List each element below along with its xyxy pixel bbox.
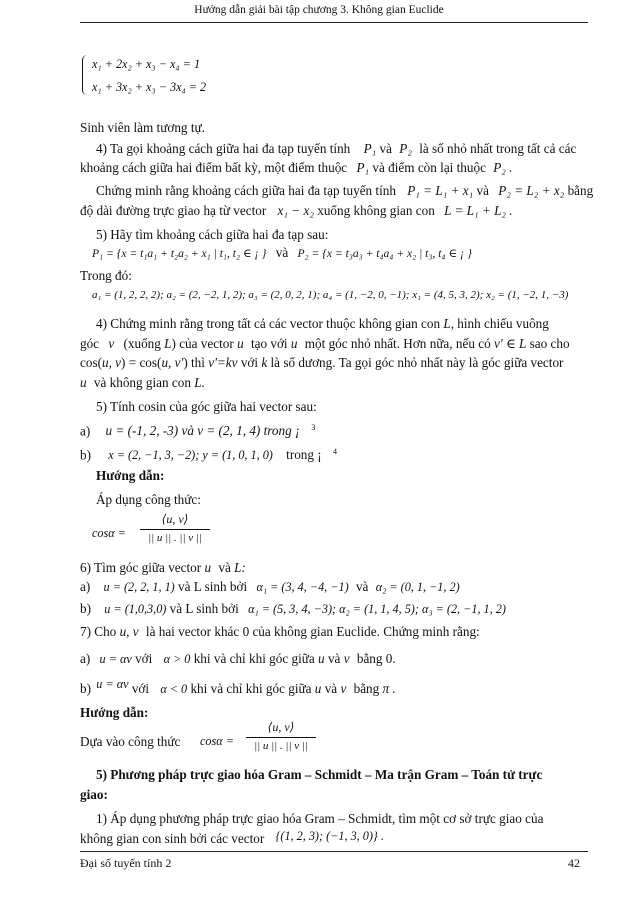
paragraph-line: 5) Hãy tìm khoảng cách giữa hai đa tạp sau: — [96, 227, 329, 242]
exercise-item: b) u = (1,0,3,0) và L sinh bởi α₁ = (5, 3, 4, −3); α₂ = (1, 1, 4, 5); α₃ = (2, −1, 1, 2) — [80, 601, 506, 616]
formula-denominator: || u || . || v || — [254, 740, 308, 752]
section-hint: Hướng dẫn: — [96, 468, 165, 483]
math-line: a₁ = (1, 2, 2, 2); a₂ = (2, −2, 1, 2); a₃ = (2, 0, 2, 1); a₄ = (1, −2, 0, −1); x₁ = (4, 5, 3, 2); x₂ = (1, −2, 1, −3) — [92, 289, 569, 301]
section-heading: 5) Phương pháp trực giao hóa Gram – Schmidt – Ma trận Gram – Toán tử trực — [96, 767, 543, 782]
paragraph-line: góc v (xuống L) của vector u tạo với u một góc nhỏ nhất. Hơn nữa, nếu có v' ∈ L sao cho — [80, 336, 570, 351]
formula-lhs: cosα = — [200, 734, 234, 748]
exercise-item: b) x = (2, −1, 3, −2); y = (1, 0, 1, 0) trong ¡ $^4$ — [80, 447, 337, 463]
section-hint: Hướng dẫn: — [80, 705, 149, 720]
formula-lhs: cosα = — [92, 526, 126, 540]
exercise-item: a) u = αv với α > 0 khi và chỉ khi góc giữa u và v bằng 0. — [80, 651, 396, 666]
paragraph-line: u và không gian con L. — [80, 375, 205, 390]
fraction-bar — [140, 529, 210, 530]
paragraph-line: Áp dụng công thức: — [96, 492, 201, 507]
formula-numerator: ⟨u, v⟩ — [161, 512, 189, 526]
system-equation-2: x₁ + 3x₂ + x₃ − 3x₄ = 2 — [92, 80, 207, 94]
formula-numerator: ⟨u, v⟩ — [267, 720, 295, 734]
paragraph-line: 4) Chứng minh rằng trong tất cả các vector thuộc không gian con L, hình chiếu vuông — [96, 316, 549, 331]
paragraph-line: khoảng cách giữa hai điểm bất kỳ, một điểm thuộc P₁ và điểm còn lại thuộc P₂ . — [80, 160, 513, 175]
paragraph-line: 7) Cho u, v là hai vector khác 0 của không gian Euclide. Chứng minh rằng: — [80, 624, 480, 639]
exercise-item: a) u = (-1, 2, -3) và v = (2, 1, 4) trong ¡ $^3$ — [80, 423, 316, 439]
paragraph-line: 4) Ta gọi khoảng cách giữa hai đa tạp tuyến tính P₁ và P₂ là số nhỏ nhất trong tất cả các — [96, 141, 577, 156]
paragraph-line: Dựa vào công thức — [80, 734, 181, 749]
math-line: P₁ = {x = t₁a₁ + t₂a₂ + x₁ | t₁, t₂ ∈ ¡ } và P₂ = {x = t₃a₃ + t₄a₄ + x₂ | t₃, t₄ ∈ ¡ } — [92, 245, 472, 260]
formula-denominator: || u || . || v || — [148, 532, 202, 544]
exercise-item: b) u = αv với α < 0 khi và chỉ khi góc giữa u và v bằng π . — [80, 677, 396, 696]
footer-title: Đại số tuyến tính 2 — [80, 856, 172, 870]
paragraph-line: 6) Tìm góc giữa vector u và L: — [80, 560, 246, 575]
paragraph-line: Trong đó: — [80, 268, 132, 283]
system-equation-1: x₁ + 2x₂ + x₃ − x₄ = 1 — [92, 57, 201, 71]
paragraph-line: 1) Áp dụng phương pháp trực giao hóa Gram – Schmidt, tìm một cơ sở trực giao của — [96, 811, 544, 826]
exercise-item: a) u = (2, 2, 1, 1) và L sinh bởi α₁ = (3, 4, −4, −1) và α₂ = (0, 1, −1, 2) — [80, 579, 460, 594]
section-heading: giao: — [80, 787, 108, 802]
paragraph-line: không gian con sinh bởi các vector {(1, 2, 3); (−1, 3, 0)} . — [80, 829, 384, 846]
paragraph-line: độ dài đường trực giao hạ từ vector x₁ − x₂ xuống không gian con L = L₁ + L₂ . — [80, 203, 513, 218]
paragraph-line: cos(u, v) = cos(u, v') thì v'=kv với k là số dương. Ta gọi góc nhỏ nhất này là góc giữa vector — [80, 355, 564, 370]
system-brace — [82, 55, 91, 95]
paragraph-line: 5) Tính cosin của góc giữa hai vector sau: — [96, 399, 317, 414]
running-header: Hướng dẫn giải bài tập chương 3. Không gian Euclide — [194, 4, 444, 16]
page-number: 42 — [568, 856, 580, 870]
paragraph-line: Sinh viên làm tương tự. — [80, 120, 205, 135]
paragraph-line: Chứng minh rằng khoảng cách giữa hai đa tạp tuyến tính P₁ = L₁ + x₁ và P₂ = L₂ + x₂ bằng — [96, 183, 594, 198]
header-rule — [80, 22, 588, 23]
fraction-bar — [246, 737, 316, 738]
footer-rule — [80, 851, 588, 852]
